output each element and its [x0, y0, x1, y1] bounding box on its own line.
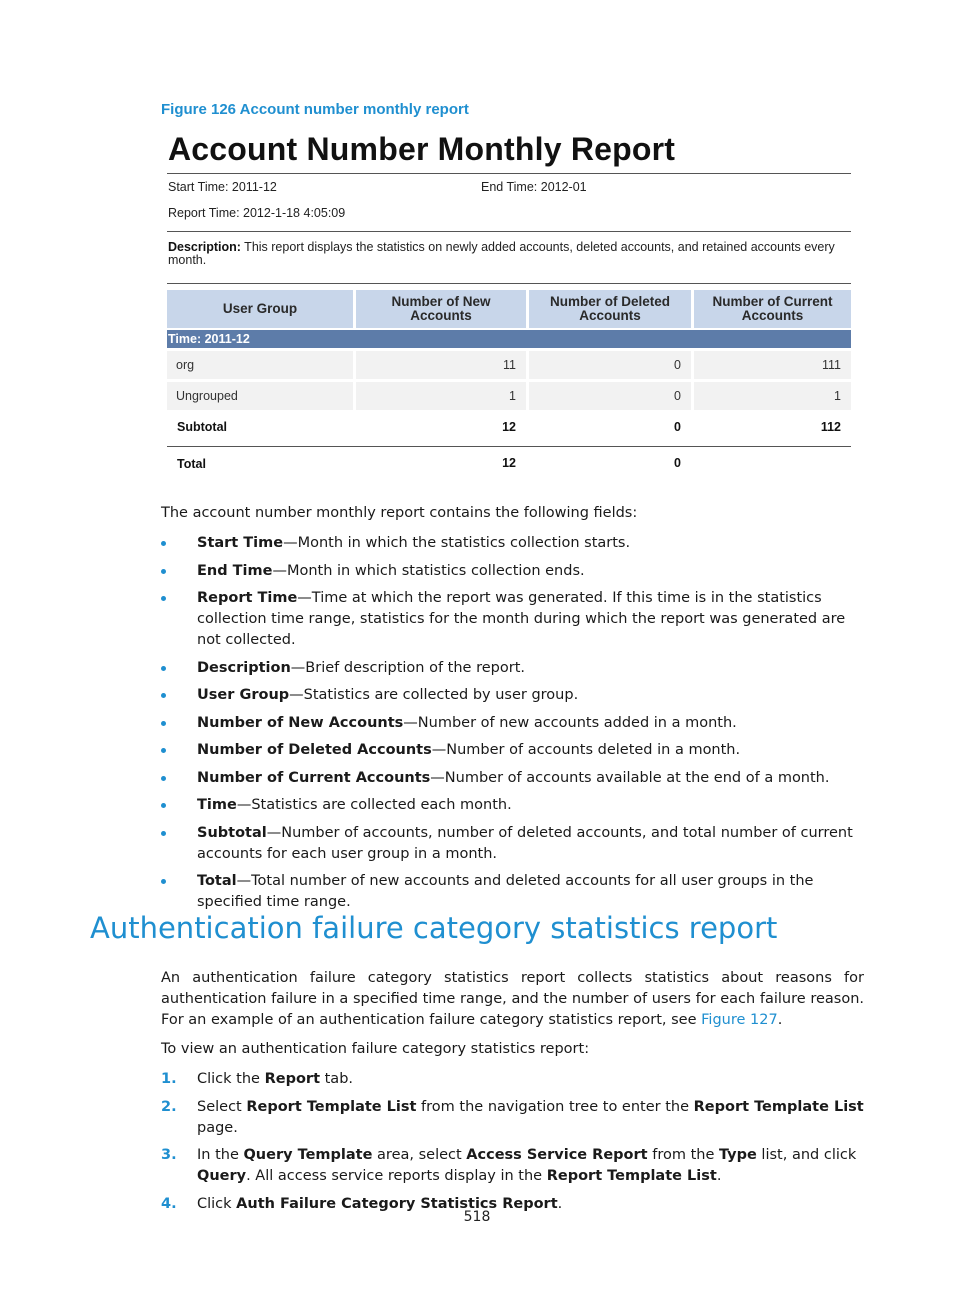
step-text: Click the	[197, 1071, 265, 1087]
bullet-icon	[161, 693, 166, 698]
step-item	[161, 1069, 864, 1090]
list-item	[161, 685, 864, 706]
subtotal-new: 12	[502, 420, 516, 434]
time-band-label: Time: 2011-12	[168, 332, 250, 346]
time-band	[167, 330, 851, 348]
bullet-icon	[161, 721, 166, 726]
field-desc: —Time at which the report was generated. If this time is in the statistics collection time range, statistics for the month during which the report was generated are not collected.	[197, 590, 846, 648]
subtotal-current: 112	[820, 420, 841, 434]
field-desc: —Number of accounts deleted in a month.	[431, 742, 741, 758]
step-number: 2.	[161, 1098, 177, 1115]
row-deleted: 0	[529, 382, 691, 410]
step-ui-term: Access Service Report	[466, 1147, 648, 1163]
step-text: .	[716, 1168, 722, 1184]
step-number: 3.	[161, 1147, 177, 1163]
step-text: from the navigation tree to enter the	[416, 1098, 694, 1115]
field-term: Description	[197, 659, 291, 676]
step-text: Select	[197, 1098, 247, 1115]
section-paragraph	[161, 968, 864, 1031]
list-item	[161, 533, 864, 554]
figure-127-link[interactable]: Figure 127	[701, 1012, 778, 1028]
step-item	[161, 1145, 864, 1187]
description-label: Description:	[168, 240, 241, 254]
step-ui-term: Auth Failure Category Statistics Report	[236, 1195, 558, 1212]
meta-rule	[167, 231, 851, 232]
section-heading: Authentication failure category statistics report	[90, 911, 778, 945]
bullet-icon	[161, 666, 166, 671]
list-item	[161, 768, 864, 789]
report-title: Account Number Monthly Report	[168, 131, 676, 167]
row-current: 1	[694, 382, 851, 410]
row-group: org	[167, 351, 353, 379]
procedure-intro: To view an authentication failure category statistics report:	[161, 1041, 590, 1057]
field-desc: —Month in which the statistics collection starts.	[283, 535, 631, 551]
step-ui-term: Report Template List	[693, 1098, 864, 1115]
bullet-icon	[161, 776, 166, 781]
step-ui-term: Report Template List	[246, 1098, 417, 1115]
step-ui-term: Report	[264, 1071, 321, 1087]
col-header-user-group: User Group	[167, 290, 353, 328]
field-term: Number of New Accounts	[197, 714, 404, 731]
total-new: 12	[502, 456, 516, 470]
row-group: Ungrouped	[167, 382, 353, 410]
step-item	[161, 1097, 864, 1139]
row-current: 111	[694, 351, 851, 379]
subtotal-deleted: 0	[674, 420, 681, 434]
start-time: Start Time: 2011-12	[168, 180, 277, 194]
field-desc: —Statistics are collected each month.	[236, 797, 512, 813]
bullet-icon	[161, 569, 166, 574]
step-text: .	[557, 1195, 563, 1212]
field-term: Subtotal	[197, 824, 267, 841]
total-deleted: 0	[674, 456, 681, 470]
desc-rule	[167, 283, 851, 284]
bullet-icon	[161, 803, 166, 808]
bullet-icon	[161, 748, 166, 753]
bullet-icon	[161, 879, 166, 884]
title-rule	[167, 173, 851, 174]
field-term: Report Time	[197, 590, 298, 606]
field-term: Number of Current Accounts	[197, 769, 431, 786]
step-ui-term: Query	[197, 1168, 247, 1184]
field-term: Number of Deleted Accounts	[197, 742, 432, 758]
col-header-current-accounts: Number of Current Accounts	[694, 290, 851, 328]
procedure-steps	[161, 1069, 864, 1221]
step-number: 1.	[161, 1071, 177, 1087]
field-desc: —Statistics are collected by user group.	[289, 687, 579, 703]
report-description	[168, 241, 848, 267]
list-item	[161, 588, 864, 651]
intro-paragraph: The account number monthly report contains the following fields:	[161, 505, 638, 521]
list-item	[161, 561, 864, 582]
step-text: . All access service reports display in the	[246, 1168, 547, 1184]
step-ui-term: Report Template List	[546, 1168, 717, 1184]
step-text: list, and click	[756, 1147, 857, 1163]
list-item	[161, 658, 864, 679]
step-text: In the	[197, 1147, 244, 1163]
field-term: User Group	[197, 687, 290, 703]
bullet-icon	[161, 541, 166, 546]
report-time: Report Time: 2012-1-18 4:05:09	[168, 206, 346, 220]
field-desc: —Number of accounts available at the end of a month.	[430, 769, 830, 786]
list-item	[161, 871, 864, 913]
total-label: Total	[177, 457, 206, 471]
bullet-icon	[161, 831, 166, 836]
step-text: page.	[197, 1119, 238, 1136]
step-number: 4.	[161, 1195, 177, 1212]
row-deleted: 0	[529, 351, 691, 379]
col-header-new-accounts: Number of New Accounts	[356, 290, 526, 328]
step-text: tab.	[320, 1071, 354, 1087]
step-ui-term: Type	[718, 1147, 757, 1163]
description-text: This report displays the statistics on newly added accounts, deleted accounts, and retained accounts every month.	[168, 240, 835, 267]
list-item	[161, 823, 864, 865]
step-text: Click	[197, 1195, 237, 1212]
step-text: from the	[647, 1147, 719, 1163]
list-item	[161, 713, 864, 734]
total-rule	[167, 446, 851, 447]
field-list	[161, 533, 864, 920]
page-number: 518	[463, 1209, 491, 1225]
step-ui-term: Query Template	[243, 1147, 373, 1163]
section-paragraph-end: .	[777, 1012, 783, 1028]
section-paragraph-text: An authentication failure category statistics report collects statistics about reasons for authentication failure in a specified time range, and the number of users for each failure reason. For an example of an authentication failure category statistics report, see	[161, 970, 864, 1028]
field-term: Start Time	[197, 535, 284, 551]
list-item	[161, 795, 864, 816]
field-desc: —Number of accounts, number of deleted accounts, and total number of current accounts for each user group in a month.	[197, 824, 853, 862]
list-item	[161, 740, 864, 761]
report-figure	[167, 128, 851, 478]
col-header-deleted-accounts: Number of Deleted Accounts	[529, 290, 691, 328]
step-text: area, select	[372, 1147, 467, 1163]
row-new: 1	[356, 382, 526, 410]
field-desc: —Brief description of the report.	[290, 659, 525, 676]
figure-caption: Figure 126 Account number monthly report	[161, 101, 469, 118]
subtotal-label: Subtotal	[177, 420, 227, 434]
field-desc: —Month in which statistics collection ends.	[272, 562, 585, 579]
end-time: End Time: 2012-01	[481, 180, 587, 194]
field-term: Time	[197, 797, 237, 813]
field-term: End Time	[197, 562, 273, 579]
row-new: 11	[356, 351, 526, 379]
field-desc: —Total number of new accounts and deleted accounts for all user groups in the specified time range.	[197, 873, 814, 910]
field-term: Total	[197, 873, 237, 889]
bullet-icon	[161, 596, 166, 601]
field-desc: —Number of new accounts added in a month.	[403, 714, 737, 731]
